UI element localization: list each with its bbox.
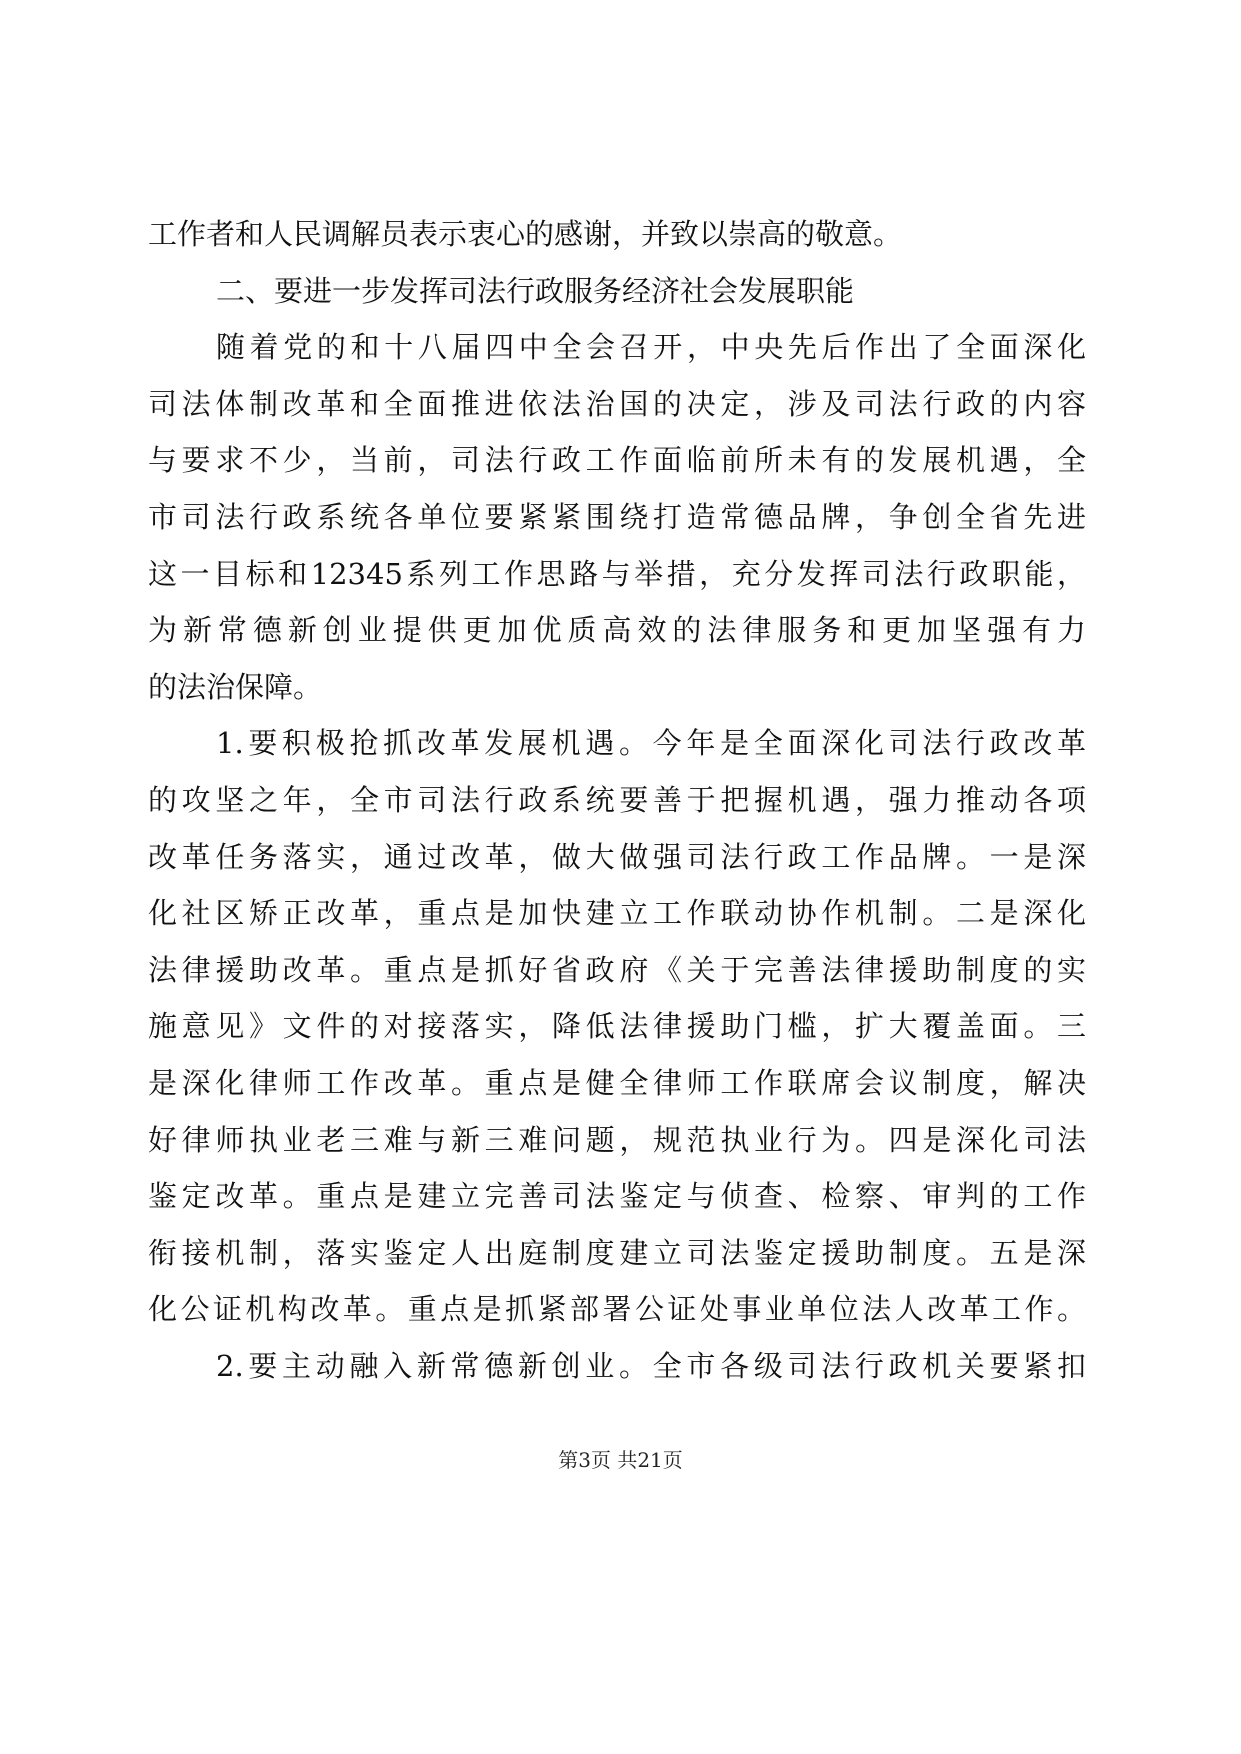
text-line: 工作者和人民调解员表示衷心的感谢，并致以崇高的敬意。 bbox=[148, 217, 903, 251]
text-line: 化社区矫正改革，重点是加快建立工作联动协作机制。二是深化 bbox=[148, 896, 1086, 931]
text-line: 衔接机制，落实鉴定人出庭制度建立司法鉴定援助制度。五是深 bbox=[148, 1235, 1086, 1270]
text-line: 为新常德新创业提供更加优质高效的法律服务和更加坚强有力 bbox=[148, 613, 1086, 648]
text-line: 是深化律师工作改革。重点是健全律师工作联席会议制度，解决 bbox=[148, 1065, 1086, 1100]
page-footer: 第3页 共21页 bbox=[558, 1448, 683, 1472]
text-line: 施意见》文件的对接落实，降低法律援助门槛，扩大覆盖面。三 bbox=[148, 1009, 1086, 1044]
text-line: 好律师执业老三难与新三难问题，规范执业行为。四是深化司法 bbox=[148, 1122, 1086, 1157]
text-line: 改革任务落实，通过改革，做大做强司法行政工作品牌。一是深 bbox=[148, 839, 1086, 874]
text-line: 这一目标和12345系列工作思路与举措，充分发挥司法行政职能， bbox=[148, 556, 1086, 591]
text-line: 与要求不少，当前，司法行政工作面临前所未有的发展机遇，全 bbox=[148, 443, 1086, 478]
text-line: 法律援助改革。重点是抓好省政府《关于完善法律援助制度的实 bbox=[148, 952, 1086, 987]
text-line: 二、要进一步发挥司法行政服务经济社会发展职能 bbox=[216, 273, 855, 308]
document-body bbox=[148, 206, 1086, 1394]
text-line: 2.要主动融入新常德新创业。全市各级司法行政机关要紧扣 bbox=[216, 1348, 1086, 1383]
text-line: 市司法行政系统各单位要紧紧围绕打造常德品牌，争创全省先进 bbox=[148, 499, 1086, 534]
text-line: 1.要积极抢抓改革发展机遇。今年是全面深化司法行政改革 bbox=[216, 726, 1086, 761]
text-line: 司法体制改革和全面推进依法治国的决定，涉及司法行政的内容 bbox=[148, 386, 1086, 421]
text-line: 随着党的和十八届四中全会召开，中央先后作出了全面深化 bbox=[216, 330, 1086, 365]
text-line: 化公证机构改革。重点是抓紧部署公证处事业单位法人改革工作。 bbox=[148, 1292, 1086, 1327]
text-line: 的攻坚之年，全市司法行政系统要善于把握机遇，强力推动各项 bbox=[148, 782, 1086, 817]
text-line: 鉴定改革。重点是建立完善司法鉴定与侦查、检察、审判的工作 bbox=[148, 1179, 1086, 1214]
text-line: 的法治保障。 bbox=[148, 669, 323, 704]
